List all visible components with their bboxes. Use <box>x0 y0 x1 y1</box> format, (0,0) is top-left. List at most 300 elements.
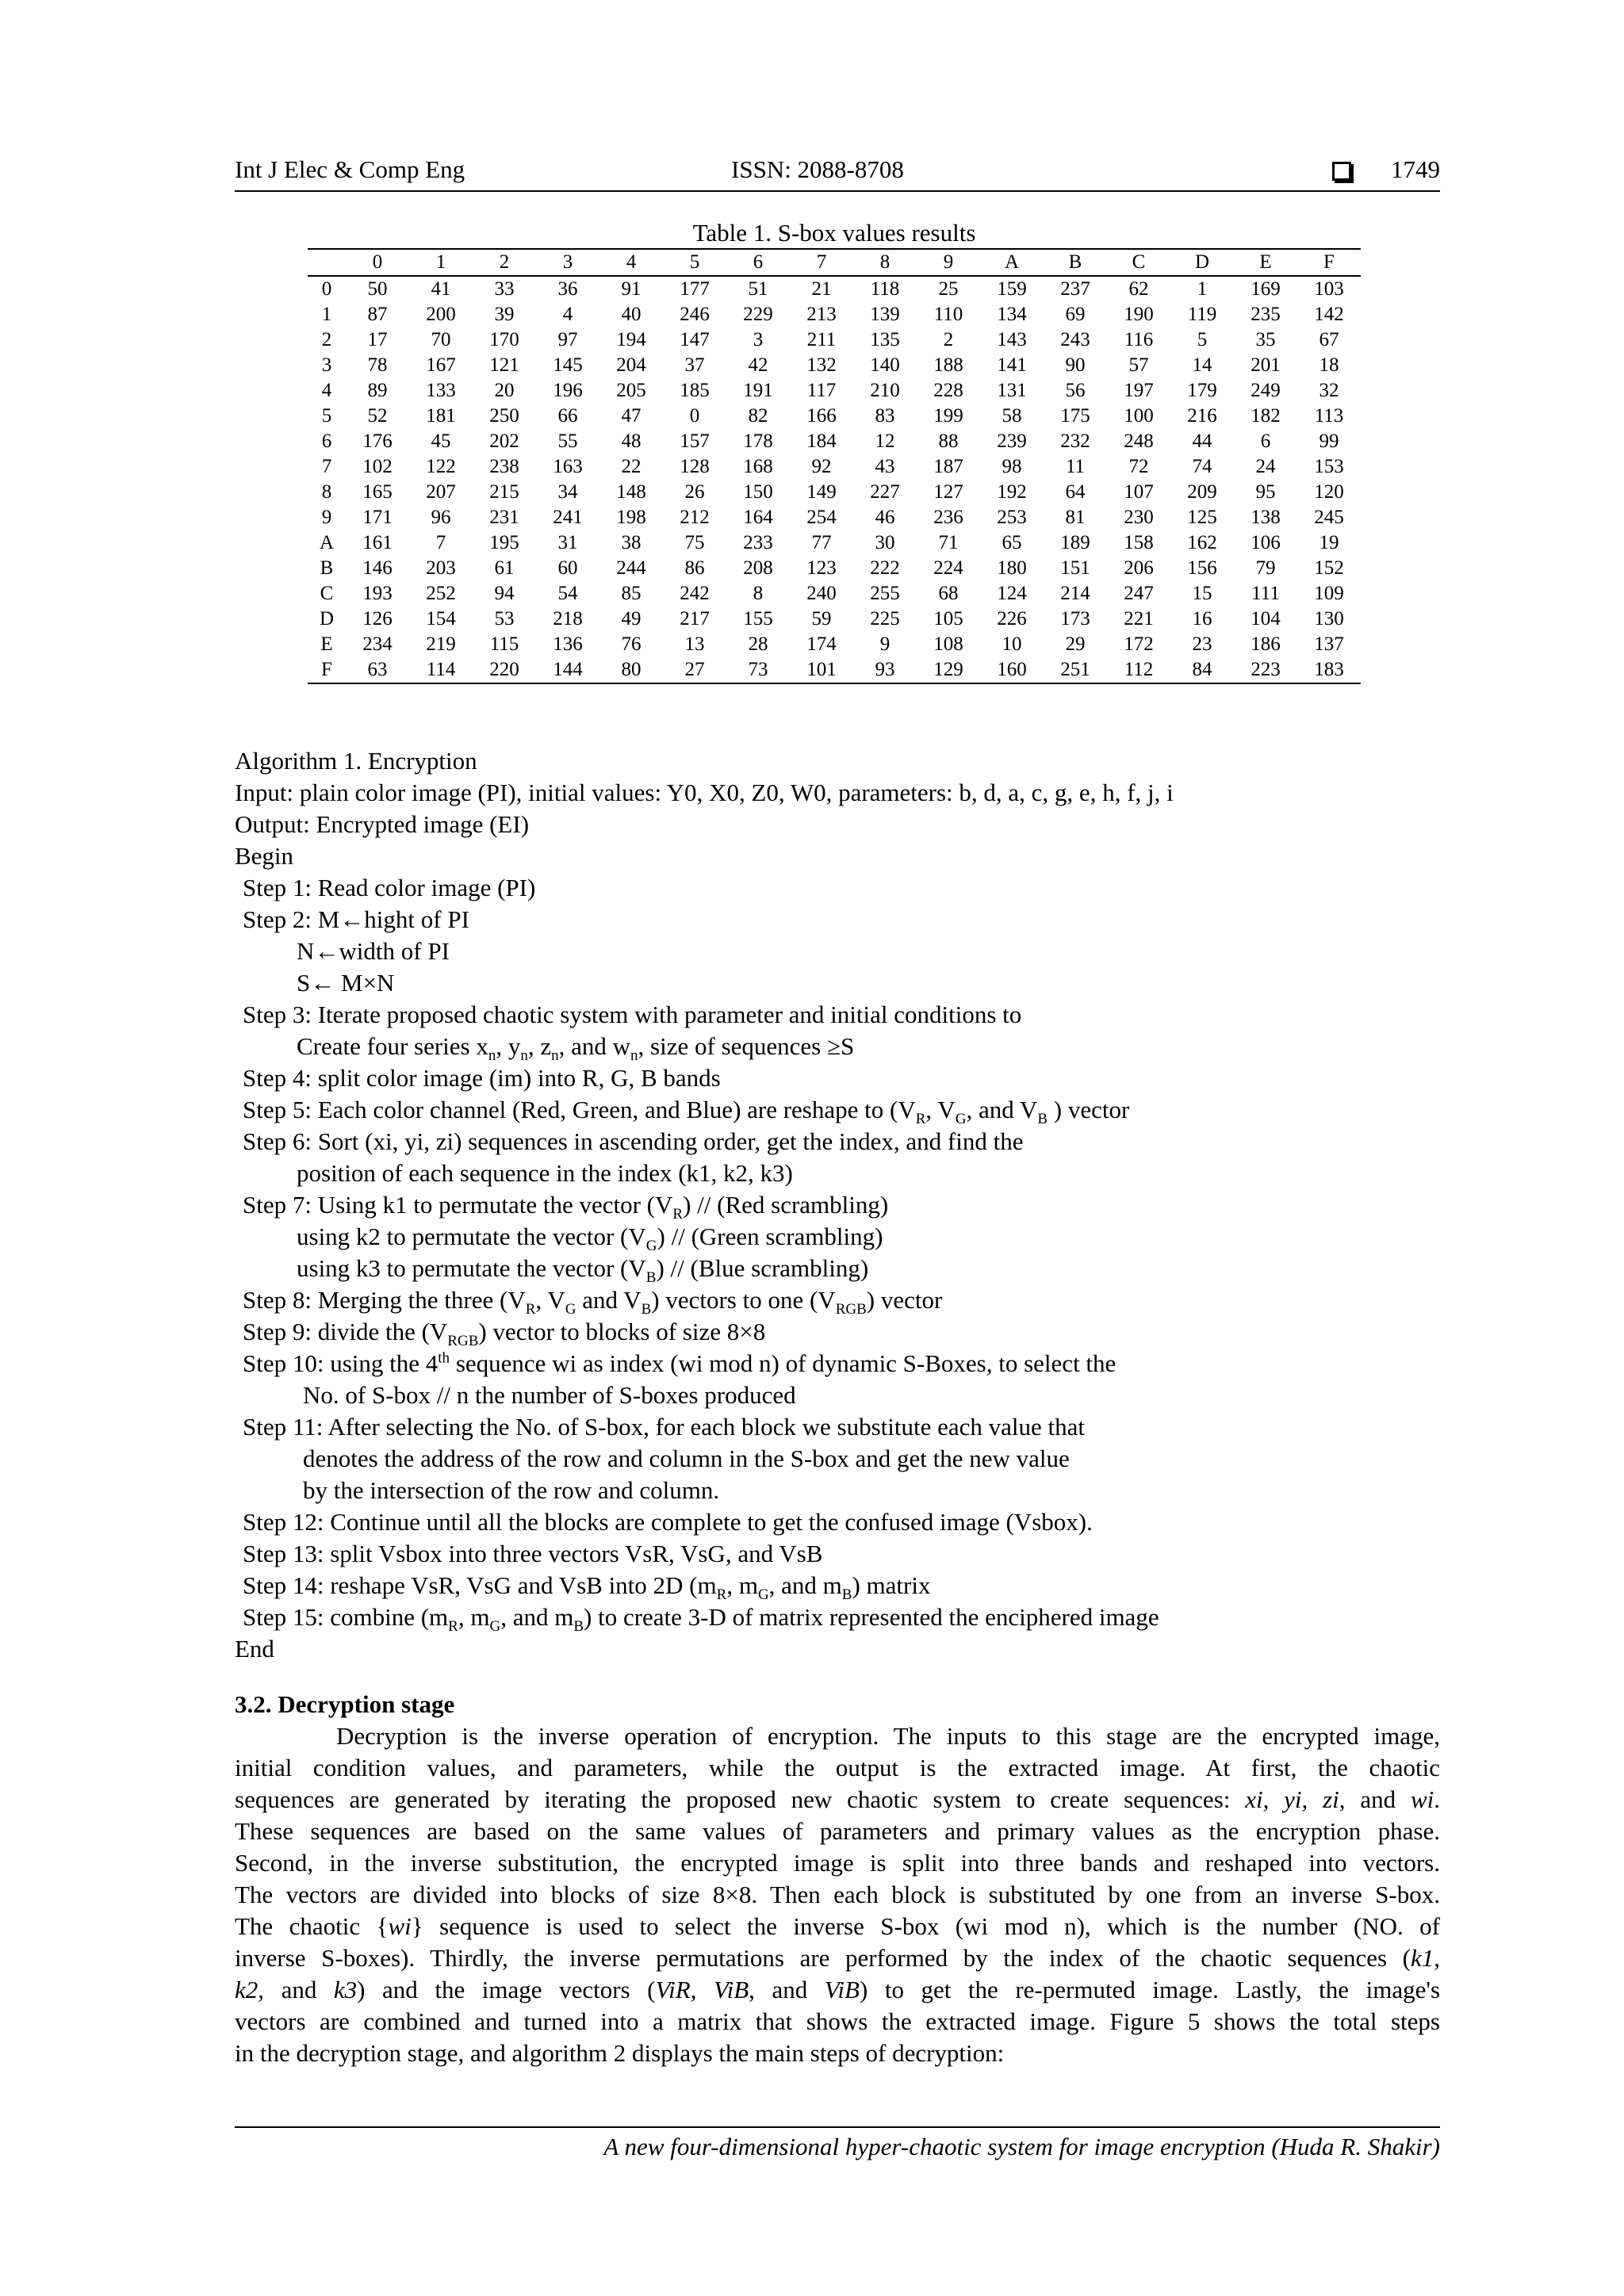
running-header <box>235 155 1440 192</box>
table-cell: 9 <box>879 633 891 655</box>
table-cell: 13 <box>684 633 705 655</box>
journal-name: Int J Elec & Comp Eng <box>235 155 465 183</box>
table-caption: Table 1. S-box values results <box>692 219 976 247</box>
section-body <box>235 1720 1440 2069</box>
column-header: 4 <box>599 249 663 276</box>
table-cell: 52 <box>367 405 388 427</box>
table-cell: 119 <box>1187 304 1217 325</box>
table-cell: 44 <box>1192 430 1212 452</box>
table-cell: 5 <box>1197 329 1208 350</box>
table-cell: 106 <box>1251 532 1281 553</box>
step-6: Step 6: Sort (xi, yi, zi) sequences in ascending order, get the index, and find the <box>243 1127 1024 1155</box>
step-7-blue: using k3 to permutate the vector $(V_B)$ // (Blue scrambling) <box>297 1254 869 1287</box>
table-cell: 167 <box>426 354 456 376</box>
algorithm-begin: Begin <box>235 842 294 870</box>
table-cell: 255 <box>870 583 900 604</box>
table-cell: 192 <box>997 481 1027 503</box>
table-cell: 33 <box>494 278 515 300</box>
table-cell: 41 <box>431 278 451 300</box>
table-cell: 224 <box>933 557 963 579</box>
table-cell: 135 <box>870 329 900 350</box>
table-cell: 62 <box>1128 278 1149 300</box>
table-cell: 151 <box>1060 557 1090 579</box>
table-cell: 154 <box>426 608 456 629</box>
row-header: D <box>319 608 335 629</box>
paragraph-line: inverse S-boxes). Thirdly, the inverse permutations are performed by the index of the chaotic sequences (k1, <box>235 1944 1440 1972</box>
algorithm-end: End <box>235 1635 274 1663</box>
table-cell: 168 <box>743 456 773 477</box>
table-cell: 94 <box>494 583 515 604</box>
row-header: 5 <box>321 405 332 427</box>
paragraph-line: in the decryption stage, and algorithm 2 displays the main steps of decryption: <box>235 2039 1005 2067</box>
table-cell: 212 <box>680 507 710 528</box>
table-cell: 124 <box>997 583 1027 604</box>
table-cell: 90 <box>1065 354 1086 376</box>
table-cell: 7 <box>435 532 446 553</box>
step-6-cont: position of each sequence in the index (k1, k2, k3) <box>297 1159 793 1187</box>
table-cell: 16 <box>1192 608 1212 629</box>
table-row <box>308 556 1361 581</box>
table-cell: 173 <box>1060 608 1090 629</box>
table-cell: 42 <box>748 354 768 376</box>
table-cell: 116 <box>1124 329 1154 350</box>
table-cell: 110 <box>933 304 963 325</box>
table-row <box>308 607 1361 632</box>
table-cell: 17 <box>367 329 388 350</box>
step-11: Step 11: After selecting the No. of S-box, for each block we substitute each value that <box>243 1413 1086 1441</box>
table-cell: 241 <box>553 507 583 528</box>
table-cell: 142 <box>1314 304 1344 325</box>
table-cell: 200 <box>426 304 456 325</box>
row-header: 1 <box>321 304 332 325</box>
table-cell: 221 <box>1124 608 1154 629</box>
table-cell: 26 <box>684 481 705 503</box>
table-cell: 12 <box>875 430 895 452</box>
table-cell: 159 <box>997 278 1027 300</box>
table-row <box>308 505 1361 530</box>
table-cell: 3 <box>753 329 764 350</box>
table-cell: 160 <box>980 657 1044 683</box>
table-cell: 99 <box>1319 430 1339 452</box>
table-cell: 111 <box>1251 583 1280 604</box>
table-cell: 108 <box>933 633 963 655</box>
header-rule <box>235 190 1440 192</box>
table-cell: 113 <box>1314 405 1344 427</box>
column-header: E <box>1234 249 1297 276</box>
table-cell: 85 <box>621 583 642 604</box>
table-cell: 150 <box>743 481 773 503</box>
table-cell: 147 <box>680 329 710 350</box>
square-bullet-icon <box>1332 162 1351 181</box>
table-cell: 240 <box>806 583 837 604</box>
table-cell: 50 <box>367 278 388 300</box>
table-cell: 210 <box>870 380 900 401</box>
table-cell: 148 <box>616 481 646 503</box>
table-cell: 205 <box>616 380 646 401</box>
table-cell: 164 <box>743 507 773 528</box>
table-cell: 253 <box>997 507 1027 528</box>
table-cell: 222 <box>870 557 900 579</box>
table-cell: 161 <box>362 532 393 553</box>
row-header: 8 <box>321 481 332 503</box>
table-cell: 53 <box>494 608 515 629</box>
table-cell: 165 <box>362 481 393 503</box>
row-header: 3 <box>321 354 332 376</box>
table-cell: 48 <box>621 430 642 452</box>
table-cell: 121 <box>489 354 519 376</box>
table-cell: 218 <box>553 608 583 629</box>
table-cell: 125 <box>1187 507 1217 528</box>
table-cell: 38 <box>621 532 642 553</box>
table-cell: 132 <box>806 354 837 376</box>
step-8: Step 8: Merging the three ($V_R$, $V_G$ and $V_B$) vectors to one $(V_{RGB})$ vector <box>243 1286 943 1318</box>
table-cell: 229 <box>743 304 773 325</box>
table-cell: 208 <box>743 557 773 579</box>
table-cell: 15 <box>1192 583 1212 604</box>
row-header: B <box>320 557 334 579</box>
table-cell: 14 <box>1192 354 1212 376</box>
table-cell: 78 <box>367 354 388 376</box>
table-cell: 193 <box>362 583 393 604</box>
table-cell: 19 <box>1319 532 1339 553</box>
table-cell: 89 <box>367 380 388 401</box>
table-cell: 166 <box>806 405 837 427</box>
column-header: B <box>1044 249 1107 276</box>
column-header: 6 <box>726 249 790 276</box>
section-heading: 3.2. Decryption stage <box>235 1690 455 1718</box>
table-cell: 204 <box>616 354 646 376</box>
column-header: 9 <box>917 249 980 276</box>
table-cell: 232 <box>1060 430 1090 452</box>
table-cell: 23 <box>1192 633 1212 655</box>
table-cell: 177 <box>680 278 710 300</box>
step-11-cont-2: by the intersection of the row and column. <box>303 1476 720 1504</box>
table-cell: 238 <box>489 456 519 477</box>
table-cell: 91 <box>621 278 642 300</box>
table-cell: 136 <box>553 633 583 655</box>
table-cell: 172 <box>1124 633 1154 655</box>
table-cell: 250 <box>489 405 519 427</box>
algorithm-1 <box>235 745 1456 1665</box>
table-cell: 196 <box>553 380 583 401</box>
table-cell: 84 <box>1170 657 1234 683</box>
running-footer: A new four-dimensional hyper-chaotic system for image encryption (Huda R. Shakir) <box>603 2133 1440 2160</box>
table-cell: 70 <box>431 329 451 350</box>
table-cell: 152 <box>1314 557 1344 579</box>
issn: ISSN: 2088-8708 <box>731 155 904 183</box>
row-header: E <box>320 633 333 655</box>
table-cell: 245 <box>1314 507 1344 528</box>
table-cell: 95 <box>1255 481 1276 503</box>
table-cell: 22 <box>621 456 642 477</box>
table-cell: 149 <box>806 481 837 503</box>
table-cell: 183 <box>1297 657 1361 683</box>
table-cell: 107 <box>1124 481 1154 503</box>
table-corner-cell <box>308 249 346 276</box>
table-cell: 0 <box>689 405 700 427</box>
table-cell: 198 <box>616 507 646 528</box>
table-cell: 93 <box>853 657 917 683</box>
table-cell: 100 <box>1124 405 1154 427</box>
table-cell: 96 <box>431 507 451 528</box>
table-cell: 134 <box>997 304 1027 325</box>
table-cell: 163 <box>553 456 583 477</box>
paragraph-line: The vectors are divided into blocks of size 8×8. Then each block is substituted by one from an inverse S-box. <box>235 1881 1440 1908</box>
table-cell: 144 <box>536 657 599 683</box>
table-cell: 214 <box>1060 583 1090 604</box>
row-header: 6 <box>321 430 332 452</box>
table-row <box>308 581 1361 607</box>
table-cell: 82 <box>748 405 768 427</box>
table-header-row <box>308 249 1361 276</box>
table-cell: 109 <box>1314 583 1344 604</box>
table-cell: 145 <box>553 354 583 376</box>
footer-rule <box>235 2126 1440 2128</box>
table-cell: 141 <box>997 354 1027 376</box>
row-header: F <box>308 657 346 683</box>
table-cell: 175 <box>1060 405 1090 427</box>
row-header: 9 <box>321 507 332 528</box>
paragraph-line: sequences are generated by iterating the proposed new chaotic system to create sequences: xi, yi, zi, and wi. <box>235 1785 1441 1813</box>
step-3: Step 3: Iterate proposed chaotic system with parameter and initial conditions to <box>243 1001 1022 1028</box>
table-row <box>308 429 1361 454</box>
step-10: Step 10: using the 4th sequence wi as index (wi mod n) of dynamic S-Boxes, to select the <box>243 1349 1116 1377</box>
table-row <box>308 353 1361 378</box>
table-cell: 76 <box>621 633 642 655</box>
table-cell: 228 <box>933 380 963 401</box>
table-cell: 18 <box>1319 354 1339 376</box>
table-cell: 98 <box>1002 456 1022 477</box>
table-cell: 45 <box>431 430 451 452</box>
step-12: Step 12: Continue until all the blocks are complete to get the confused image (Vsbox). <box>243 1508 1093 1536</box>
column-header: 7 <box>790 249 853 276</box>
table-cell: 216 <box>1187 405 1217 427</box>
table-cell: 139 <box>870 304 900 325</box>
table-cell: 69 <box>1065 304 1086 325</box>
table-cell: 56 <box>1065 380 1086 401</box>
table-cell: 153 <box>1314 456 1344 477</box>
table-cell: 29 <box>1065 633 1086 655</box>
table-cell: 185 <box>680 380 710 401</box>
table-row <box>308 327 1361 353</box>
table-cell: 246 <box>680 304 710 325</box>
row-header: 0 <box>321 278 332 300</box>
table-cell: 217 <box>680 608 710 629</box>
table-cell: 83 <box>875 405 895 427</box>
table-row <box>308 378 1361 404</box>
table-cell: 51 <box>748 278 768 300</box>
table-cell: 10 <box>1002 633 1022 655</box>
table-cell: 2 <box>943 329 954 350</box>
table-cell: 34 <box>557 481 578 503</box>
table-cell: 104 <box>1251 608 1281 629</box>
table-cell: 8 <box>753 583 764 604</box>
step-13: Step 13: split Vsbox into three vectors VsR, VsG, and VsB <box>243 1540 823 1567</box>
table-cell: 75 <box>684 532 705 553</box>
table-cell: 143 <box>997 329 1027 350</box>
step-9: Step 9: divide the $(V_{RGB})$ vector to blocks of size 8×8 <box>243 1318 766 1350</box>
table-cell: 226 <box>997 608 1027 629</box>
step-2-size: S← M×N <box>297 969 395 997</box>
table-row <box>308 480 1361 505</box>
table-cell: 207 <box>426 481 456 503</box>
paragraph-line: These sequences are based on the same values of parameters and primary values as the encryption phase. <box>235 1817 1440 1845</box>
table-cell: 155 <box>743 608 773 629</box>
table-cell: 248 <box>1124 430 1154 452</box>
column-header: 3 <box>536 249 599 276</box>
table-cell: 180 <box>997 557 1027 579</box>
table-cell: 103 <box>1314 278 1344 300</box>
table-cell: 230 <box>1124 507 1154 528</box>
table-cell: 137 <box>1314 633 1344 655</box>
table-cell: 27 <box>663 657 726 683</box>
table-cell: 20 <box>494 380 515 401</box>
column-header: 0 <box>346 249 409 276</box>
table-cell: 184 <box>806 430 837 452</box>
table-cell: 133 <box>426 380 456 401</box>
table-cell: 97 <box>557 329 578 350</box>
row-header: A <box>319 532 335 553</box>
table-cell: 243 <box>1060 329 1090 350</box>
table-cell: 211 <box>806 329 837 350</box>
table-cell: 66 <box>557 405 578 427</box>
table-cell: 170 <box>489 329 519 350</box>
table-cell: 72 <box>1128 456 1149 477</box>
table-cell: 254 <box>806 507 837 528</box>
table-cell: 81 <box>1065 507 1086 528</box>
table-cell: 88 <box>938 430 959 452</box>
paragraph-line: The chaotic {wi} sequence is used to select the inverse S-box (wi mod n), which is the number (NO. of <box>235 1912 1440 1940</box>
table-cell: 25 <box>938 278 959 300</box>
column-header: D <box>1170 249 1234 276</box>
table-cell: 199 <box>933 405 963 427</box>
table-cell: 186 <box>1251 633 1281 655</box>
table-cell: 220 <box>473 657 536 683</box>
table-cell: 11 <box>1065 456 1086 477</box>
step-7: Step 7: Using k1 to permutate the vector $(V_R) // (Red$ scrambling) <box>243 1191 889 1223</box>
table-cell: 35 <box>1255 329 1276 350</box>
column-header: 1 <box>409 249 473 276</box>
table-row <box>308 632 1361 657</box>
table-cell: 203 <box>426 557 456 579</box>
table-cell: 117 <box>806 380 837 401</box>
table-cell: 189 <box>1060 532 1090 553</box>
table-cell: 126 <box>362 608 393 629</box>
table-cell: 54 <box>557 583 578 604</box>
column-header: F <box>1297 249 1361 276</box>
row-header: 4 <box>321 380 332 401</box>
column-header: 5 <box>663 249 726 276</box>
table-cell: 73 <box>726 657 790 683</box>
table-cell: 194 <box>616 329 646 350</box>
algorithm-output: Output: Encrypted image (EI) <box>235 810 530 838</box>
table-row <box>308 276 1361 302</box>
table-row <box>308 404 1361 429</box>
step-2: Step 2: M←hight of PI <box>243 905 469 933</box>
table-cell: 28 <box>748 633 768 655</box>
table-cell: 237 <box>1060 278 1090 300</box>
table-cell: 67 <box>1319 329 1339 350</box>
table-cell: 6 <box>1260 430 1271 452</box>
table-cell: 24 <box>1255 456 1276 477</box>
table-cell: 115 <box>489 633 519 655</box>
column-header: 8 <box>853 249 917 276</box>
table-cell: 223 <box>1234 657 1297 683</box>
paragraph-line: Decryption is the inverse operation of encryption. The inputs to this stage are the encrypted image, <box>336 1722 1440 1750</box>
table-cell: 86 <box>684 557 705 579</box>
table-cell: 32 <box>1319 380 1339 401</box>
table-cell: 195 <box>489 532 519 553</box>
table-cell: 61 <box>494 557 515 579</box>
table-cell: 239 <box>997 430 1027 452</box>
table-cell: 197 <box>1124 380 1154 401</box>
table-cell: 47 <box>621 405 642 427</box>
table-cell: 174 <box>806 633 837 655</box>
table-cell: 1 <box>1197 278 1208 300</box>
table-cell: 231 <box>489 507 519 528</box>
table-cell: 181 <box>426 405 456 427</box>
paragraph-line: Second, in the inverse substitution, the encrypted image is split into three bands and reshaped into vectors. <box>235 1849 1440 1877</box>
table-cell: 249 <box>1251 380 1281 401</box>
table-cell: 233 <box>743 532 773 553</box>
table-cell: 57 <box>1128 354 1149 376</box>
table-cell: 127 <box>933 481 963 503</box>
table-cell: 4 <box>562 304 573 325</box>
table-cell: 60 <box>557 557 578 579</box>
table-cell: 122 <box>426 456 456 477</box>
table-row <box>308 530 1361 556</box>
table-cell: 179 <box>1187 380 1217 401</box>
table-cell: 146 <box>362 557 393 579</box>
table-cell: 187 <box>933 456 963 477</box>
table-cell: 59 <box>811 608 832 629</box>
table-cell: 138 <box>1251 507 1281 528</box>
table-cell: 63 <box>346 657 409 683</box>
table-cell: 169 <box>1251 278 1281 300</box>
table-cell: 206 <box>1124 557 1154 579</box>
table-cell: 77 <box>811 532 832 553</box>
step-7-green: using k2 to permutate the vector $(V_G)$ // (Green scrambling) <box>297 1223 883 1255</box>
table-cell: 101 <box>790 657 853 683</box>
table-cell: 157 <box>680 430 710 452</box>
table-cell: 129 <box>917 657 980 683</box>
table-cell: 202 <box>489 430 519 452</box>
step-15: Step 15: combine ($m_R$, $m_G$, and $m_B$) to create 3-D of matrix represented the enciphered image <box>243 1603 1159 1636</box>
table-cell: 74 <box>1192 456 1212 477</box>
table-cell: 236 <box>933 507 963 528</box>
table-cell: 80 <box>599 657 663 683</box>
column-header: C <box>1107 249 1170 276</box>
table-cell: 37 <box>684 354 705 376</box>
page-number: 1749 <box>1391 155 1440 183</box>
table-cell: 209 <box>1187 481 1217 503</box>
step-4: Step 4: split color image (im) into R, G, B bands <box>243 1064 721 1092</box>
table-cell: 247 <box>1124 583 1154 604</box>
table-cell: 252 <box>426 583 456 604</box>
table-cell: 140 <box>870 354 900 376</box>
table-cell: 251 <box>1044 657 1107 683</box>
table-cell: 118 <box>870 278 900 300</box>
sbox-table <box>308 248 1361 684</box>
step-2-width: N←width of PI <box>297 937 450 965</box>
table-cell: 162 <box>1187 532 1217 553</box>
table-cell: 65 <box>1002 532 1022 553</box>
table-cell: 227 <box>870 481 900 503</box>
table-cell: 225 <box>870 608 900 629</box>
table-cell: 123 <box>806 557 837 579</box>
table-cell: 242 <box>680 583 710 604</box>
table-cell: 102 <box>362 456 393 477</box>
